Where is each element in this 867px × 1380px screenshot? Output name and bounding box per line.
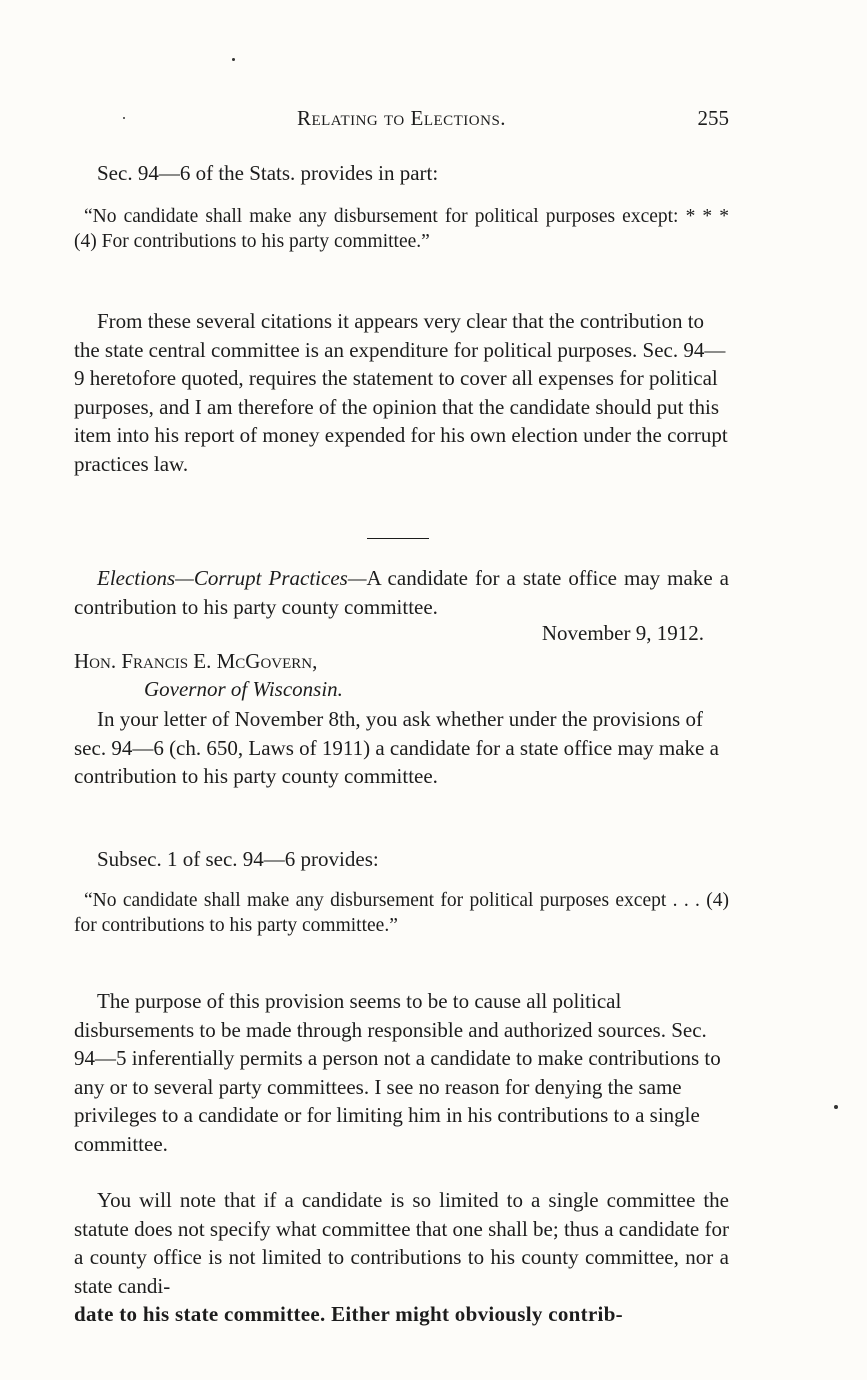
letter-paragraph-2: The purpose of this provision seems to be to cause all political disbursements to be made through responsible and authorized sources. Sec. 94—5 inferentially permits a person not a candidate to make contributions to any or to several party committees. I see no reason for denying the same privileges to a candidate or for limiting him in his contributions to a single committee. xyxy=(74,989,721,1156)
subsection-quote: “No candidate shall make any disbursement for political purposes except . . . (4) for contributions to his party committee.” xyxy=(74,890,729,936)
addressee-title: Governor of Wisconsin. xyxy=(144,677,343,701)
page-header xyxy=(74,106,729,134)
headnote-text: A candidate for a state office may make a contribution to his party county committee. xyxy=(74,566,729,619)
paper-speck xyxy=(232,58,235,61)
addressee xyxy=(74,649,317,674)
headnote xyxy=(74,564,729,621)
letter-paragraph-3-text: You will note that if a candidate is so limited to a single committee the statute does not specify what committee that one shall be; thus a candidate for a county office is not limited to contributions to his county committee, nor a state candi- xyxy=(74,1188,729,1298)
statute-intro: Sec. 94—6 of the Stats. provides in part: xyxy=(97,161,439,185)
paper-speck xyxy=(123,117,125,119)
letter-paragraph-1: In your letter of November 8th, you ask whether under the provisions of sec. 94—6 (ch. 650, Laws of 1911) a candidate for a state office may make a contribution to his party county committee. xyxy=(74,707,719,788)
subsection-intro: Subsec. 1 of sec. 94—6 provides: xyxy=(97,847,379,871)
paper-speck xyxy=(834,1105,838,1109)
running-head: Relating to Elections. xyxy=(296,106,507,130)
addressee-name: Francis E. McGovern, xyxy=(121,649,318,673)
letter-date: November 9, 1912. xyxy=(541,621,704,645)
headnote-topic: Elections—Corrupt Practices— xyxy=(97,566,367,590)
statute-quote: “No candidate shall make any disbursement for political purposes except: * * * (4) For contributions to his party committee.” xyxy=(74,206,729,252)
letter-paragraph-3 xyxy=(74,1186,729,1300)
page-number: 255 xyxy=(697,106,729,130)
opinion-paragraph xyxy=(74,307,729,478)
opinion-paragraph-text: From these several citations it appears very clear that the contribution to the state central committee is an expenditure for political purposes. Sec. 94—9 heretofore quoted, requires the statement to cover all expenses for political purposes, and I am therefore of the opinion that the candidate should put this item into his report of money expended for his own election under the corrupt practices law. xyxy=(74,309,728,476)
section-divider xyxy=(367,538,429,539)
letter-paragraph-3-last-line: date to his state committee. Either might obviously contrib- xyxy=(74,1302,623,1326)
addressee-prefix: Hon. xyxy=(74,649,117,673)
document-page xyxy=(74,0,729,1380)
